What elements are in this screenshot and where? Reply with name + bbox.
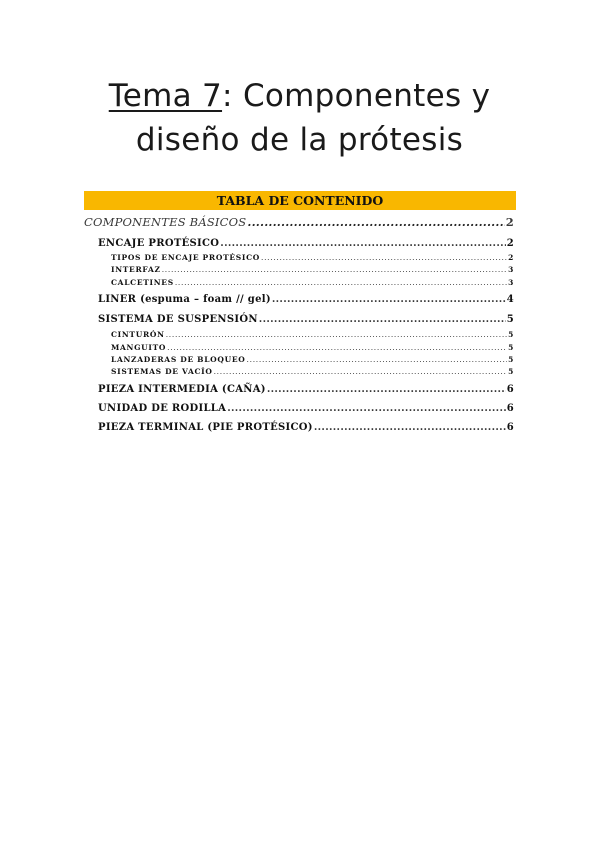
toc-leader: [166, 330, 507, 339]
toc-entry-text: CALCETINES: [111, 278, 174, 287]
toc-leader: [220, 238, 505, 249]
toc-page-number: 5: [508, 343, 514, 352]
document-title: [0, 74, 599, 162]
title-tema: Tema 7: [108, 78, 223, 114]
toc-page-number: 6: [506, 384, 514, 395]
toc-entry[interactable]: [84, 215, 514, 229]
toc-page-number: 2: [508, 253, 514, 262]
toc-leader: [259, 314, 506, 325]
toc-page-number: 5: [506, 314, 514, 325]
toc-entry-text: INTERFAZ: [111, 265, 161, 274]
toc-entry[interactable]: [98, 314, 514, 325]
toc-leader: [247, 215, 504, 229]
toc-entry-text: MANGUITO: [111, 343, 167, 352]
toc-page-number: 3: [508, 278, 514, 287]
toc-page-number: 5: [508, 355, 514, 364]
toc-leader: [227, 403, 506, 414]
title-line-1: [0, 74, 599, 118]
toc-entry-text: SISTEMA DE SUSPENSIÓN: [98, 314, 258, 325]
toc-leader: [167, 343, 507, 352]
toc-entry[interactable]: [98, 403, 514, 414]
toc-page-number: 5: [508, 330, 514, 339]
title-subject: : Componentes y: [222, 78, 491, 114]
toc-entry[interactable]: [111, 265, 514, 274]
toc-entry-text: CINTURÓN: [111, 330, 165, 339]
toc-entry[interactable]: [98, 238, 514, 249]
toc-page-number: 2: [505, 215, 514, 229]
toc-entry-text: LINER (espuma – foam // gel): [98, 294, 271, 305]
toc-entry-text: COMPONENTES BÁSICOS: [84, 215, 247, 229]
toc-entry-text: TIPOS DE ENCAJE PROTÉSICO: [111, 253, 260, 262]
toc-entry-text: LANZADERAS DE BLOQUEO: [111, 355, 246, 364]
toc-entry[interactable]: [111, 330, 514, 339]
toc-entry-text: SISTEMAS DE VACÍO: [111, 367, 213, 376]
toc-entry[interactable]: [98, 422, 514, 433]
toc-entry[interactable]: [111, 355, 514, 364]
toc-page-number: 3: [508, 265, 514, 274]
toc-entry[interactable]: [98, 384, 514, 395]
toc-page-number: 4: [506, 294, 514, 305]
toc-heading: TABLA DE CONTENIDO: [84, 191, 516, 210]
toc-leader: [214, 367, 507, 376]
toc-leader: [247, 355, 508, 364]
toc-leader: [175, 278, 507, 287]
toc-entry-text: PIEZA TERMINAL (PIE PROTÉSICO): [98, 422, 313, 433]
toc-leader: [314, 422, 506, 433]
toc-entry-text: PIEZA INTERMEDIA (CAÑA): [98, 384, 266, 395]
toc-page-number: 6: [506, 422, 514, 433]
toc-leader: [267, 384, 506, 395]
title-line-2: diseño de la prótesis: [135, 122, 464, 158]
toc-leader: [272, 294, 506, 305]
toc-page-number: 6: [506, 403, 514, 414]
toc-page-number: 2: [506, 238, 514, 249]
toc-entry-text: UNIDAD DE RODILLA: [98, 403, 227, 414]
toc-entry[interactable]: [111, 343, 514, 352]
toc-entry[interactable]: [111, 253, 514, 262]
toc-page-number: 5: [508, 367, 514, 376]
toc-leader: [162, 265, 507, 274]
toc-entry-text: ENCAJE PROTÉSICO: [98, 238, 220, 249]
toc-entry[interactable]: [111, 367, 514, 376]
toc-leader: [261, 253, 507, 262]
toc-entry[interactable]: [98, 294, 514, 305]
toc-entry[interactable]: [111, 278, 514, 287]
